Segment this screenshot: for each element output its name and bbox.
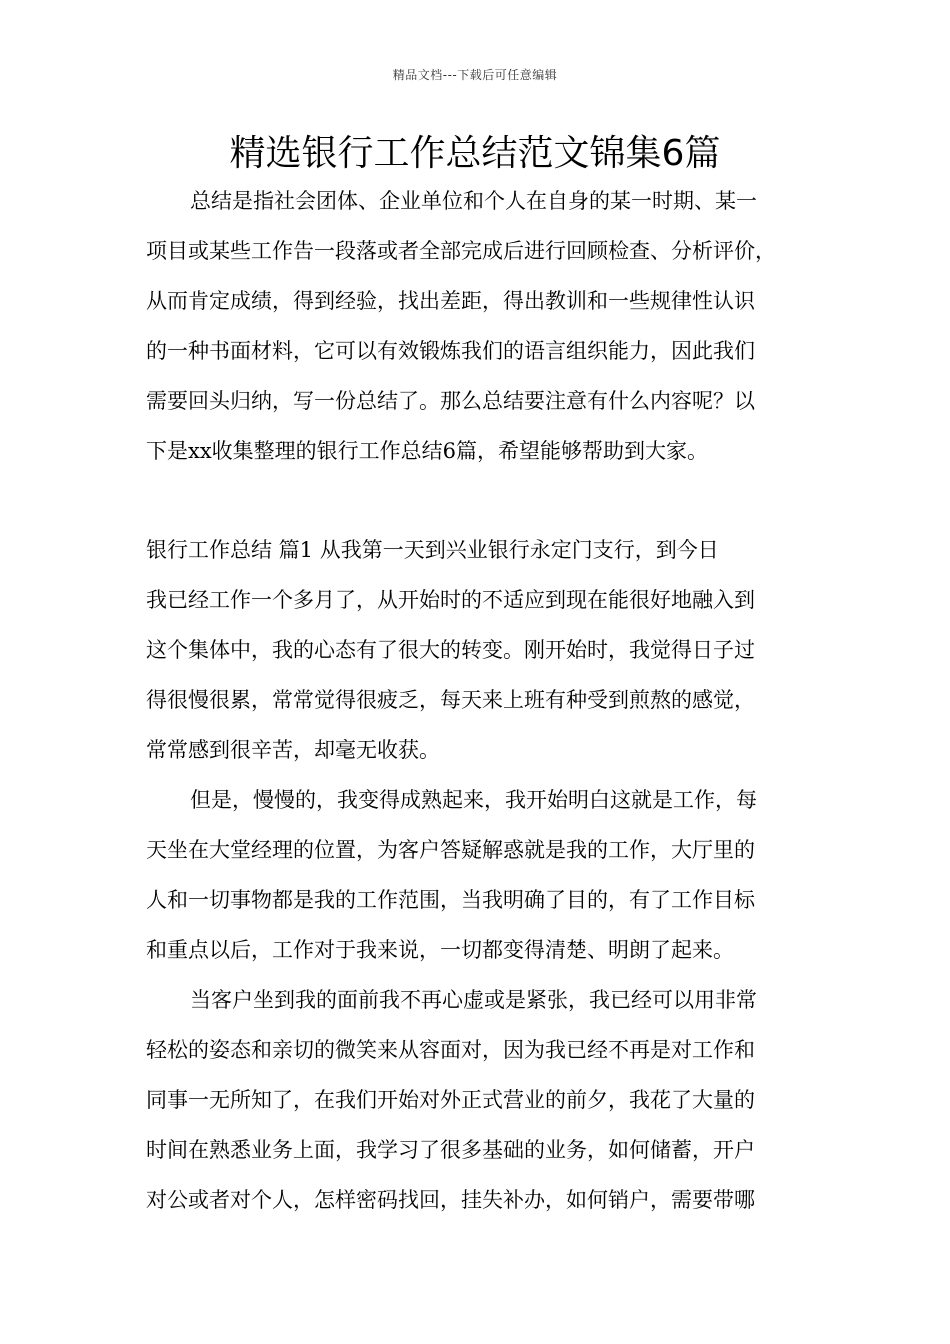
body-line: 当客户坐到我的面前我不再心虚或是紧张，我已经可以用非常	[190, 988, 757, 1012]
document-title: 精选银行工作总结范文锦集6篇	[229, 133, 721, 174]
body-line: 我已经工作一个多月了，从开始时的不适应到现在能很好地融入到	[146, 588, 755, 612]
body-line: 常常感到很辛苦，却毫无收获。	[146, 738, 440, 762]
body-line: 总结是指社会团体、企业单位和个人在自身的某一时期、某一	[190, 189, 757, 213]
body-line: 和重点以后，工作对于我来说，一切都变得清楚、明朗了起来。	[146, 938, 734, 962]
body-line: 轻松的姿态和亲切的微笑来从容面对，因为我已经不再是对工作和	[146, 1038, 755, 1062]
body-line: 天坐在大堂经理的位置，为客户答疑解惑就是我的工作，大厅里的	[146, 838, 755, 862]
body-line: 但是，慢慢的，我变得成熟起来，我开始明白这就是工作，每	[190, 788, 757, 812]
body-line: 时间在熟悉业务上面，我学习了很多基础的业务，如何储蓄，开户	[146, 1138, 755, 1162]
body-line: 这个集体中，我的心态有了很大的转变。刚开始时，我觉得日子过	[146, 638, 755, 662]
section-heading-line: 银行工作总结 篇1 从我第一天到兴业银行永定门支行，到今日	[146, 538, 719, 562]
body-line: 的一种书面材料，它可以有效锻炼我们的语言组织能力，因此我们	[146, 339, 755, 363]
body-line: 得很慢很累，常常觉得很疲乏，每天来上班有种受到煎熬的感觉，	[146, 688, 755, 712]
page-header: 精品文档---下载后可任意编辑	[392, 68, 558, 82]
body-line: 需要回头归纳，写一份总结了。那么总结要注意有什么内容呢？以	[146, 389, 755, 413]
body-line: 同事一无所知了，在我们开始对外正式营业的前夕，我花了大量的	[146, 1088, 755, 1112]
body-line: 项目或某些工作告一段落或者全部完成后进行回顾检查、分析评价，	[146, 239, 776, 263]
body-line: 人和一切事物都是我的工作范围，当我明确了目的，有了工作目标	[146, 888, 755, 912]
body-line: 下是xx收集整理的银行工作总结6篇，希望能够帮助到大家。	[146, 439, 709, 463]
body-line: 对公或者对个人，怎样密码找回，挂失补办，如何销户，需要带哪	[146, 1188, 755, 1212]
body-line: 从而肯定成绩，得到经验，找出差距，得出教训和一些规律性认识	[146, 289, 755, 313]
